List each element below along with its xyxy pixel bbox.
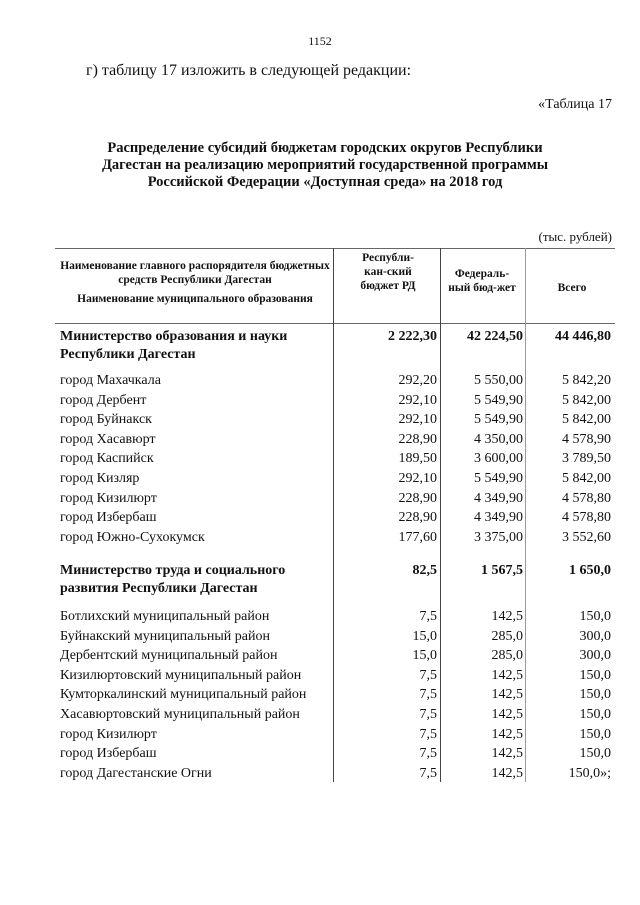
federal-value: 4 349,90 — [474, 510, 523, 526]
row-name: город Буйнакск — [60, 412, 152, 428]
total-value: 300,0 — [579, 648, 611, 664]
federal-value: 3 600,00 — [474, 451, 523, 467]
republic-value: 7,5 — [419, 667, 437, 683]
total-value: 5 842,20 — [562, 373, 611, 388]
republic-value: 15,0 — [412, 648, 437, 664]
row-name: Министерство образования и науки Республики Дагестан — [60, 329, 288, 362]
federal-value: 285,0 — [491, 648, 523, 664]
row-name: Буйнакский муниципальный район — [60, 628, 270, 644]
row-name: город Хасавюрт — [60, 431, 156, 447]
federal-value: 142,5 — [491, 707, 523, 722]
total-value: 150,0 — [579, 687, 611, 703]
federal-value: 5 549,90 — [474, 392, 523, 408]
header-bottom-border — [55, 323, 615, 324]
row-name: город Избербаш — [60, 510, 157, 526]
republic-value: 7,5 — [419, 726, 437, 742]
table-title: Распределение субсидий бюджетам городских округов Республики Дагестан на реализацию мероприятий государственной программы Российской Федерации «Доступная среда» на 2018 год — [101, 140, 549, 190]
total-value: 150,0»; — [568, 765, 611, 781]
republic-value: 15,0 — [412, 628, 437, 644]
total-value: 300,0 — [579, 628, 611, 644]
row-name: Кизилюртовский муниципальный район — [60, 667, 302, 683]
total-value: 3 789,50 — [562, 451, 611, 467]
federal-value: 4 349,90 — [474, 490, 523, 506]
row-name: город Кизилюрт — [60, 726, 157, 742]
row-name: Министерство труда и социального развития Республики Дагестан — [60, 563, 286, 596]
republic-value: 82,5 — [412, 563, 437, 578]
republic-value: 292,10 — [398, 412, 437, 428]
republic-value: 292,20 — [398, 373, 437, 388]
republic-value: 228,90 — [398, 510, 437, 526]
republic-value: 292,10 — [398, 392, 437, 408]
total-value: 44 446,80 — [555, 329, 611, 344]
total-value: 4 578,80 — [562, 510, 611, 526]
federal-value: 5 549,90 — [474, 471, 523, 486]
total-value: 150,0 — [579, 746, 611, 762]
federal-value: 5 549,90 — [474, 412, 523, 428]
federal-value: 3 375,00 — [474, 529, 523, 545]
row-name: город Дербент — [60, 392, 147, 408]
republic-value: 7,5 — [419, 609, 437, 624]
federal-value: 142,5 — [491, 667, 523, 683]
republic-value: 2 222,30 — [388, 329, 437, 344]
total-value: 4 578,90 — [562, 431, 611, 447]
row-name: Хасавюртовский муниципальный район — [60, 707, 300, 722]
row-name: город Кизляр — [60, 471, 140, 486]
total-value: 150,0 — [579, 726, 611, 742]
row-name: город Избербаш — [60, 746, 157, 762]
republic-value: 7,5 — [419, 765, 437, 781]
header-col-total: Всего — [557, 282, 587, 294]
total-value: 150,0 — [579, 667, 611, 683]
row-name: город Махачкала — [60, 373, 161, 388]
header-col-federal: Федераль-ный бюд-жет — [448, 268, 516, 294]
republic-value: 292,10 — [398, 471, 437, 486]
table-label: «Таблица 17 — [538, 97, 612, 112]
federal-value: 142,5 — [491, 609, 523, 624]
total-value: 150,0 — [579, 707, 611, 722]
federal-value: 42 224,50 — [467, 329, 523, 344]
row-name: Кумторкалинский муниципальный район — [60, 687, 307, 703]
federal-value: 4 350,00 — [474, 431, 523, 447]
page-number: 1152 — [308, 34, 332, 48]
total-value: 150,0 — [579, 609, 611, 624]
header-col-republic: Республи-кан-ский бюджет РД — [360, 252, 416, 292]
row-name: город Каспийск — [60, 451, 154, 467]
units-label: (тыс. рублей) — [538, 229, 612, 244]
federal-value: 142,5 — [491, 726, 523, 742]
total-value: 3 552,60 — [562, 529, 611, 545]
federal-value: 5 550,00 — [474, 373, 523, 388]
row-name: Ботлихский муниципальный район — [60, 609, 270, 624]
republic-value: 228,90 — [398, 431, 437, 447]
total-value: 5 842,00 — [562, 412, 611, 428]
row-name: Дербентский муниципальный район — [60, 648, 278, 664]
federal-value: 285,0 — [491, 628, 523, 644]
row-name: город Кизилюрт — [60, 490, 157, 506]
row-name: город Южно-Сухокумск — [60, 529, 205, 545]
total-value: 5 842,00 — [562, 392, 611, 408]
federal-value: 142,5 — [491, 765, 523, 781]
republic-value: 7,5 — [419, 707, 437, 722]
intro-text: г) таблицу 17 изложить в следующей редакции: — [86, 62, 412, 79]
republic-value: 228,90 — [398, 490, 437, 506]
header-col-name-2: Наименование муниципального образования — [77, 293, 313, 305]
republic-value: 177,60 — [398, 529, 437, 545]
federal-value: 142,5 — [491, 746, 523, 762]
header-col-name-1: Наименование главного распорядителя бюджетных средств Республики Дагестан — [60, 260, 330, 286]
total-value: 5 842,00 — [562, 471, 611, 486]
republic-value: 189,50 — [398, 451, 437, 467]
row-name: город Дагестанские Огни — [60, 765, 212, 781]
table-top-border — [55, 248, 615, 249]
federal-value: 1 567,5 — [481, 563, 523, 578]
republic-value: 7,5 — [419, 746, 437, 762]
federal-value: 142,5 — [491, 687, 523, 703]
republic-value: 7,5 — [419, 687, 437, 703]
total-value: 4 578,80 — [562, 490, 611, 506]
total-value: 1 650,0 — [569, 563, 611, 578]
